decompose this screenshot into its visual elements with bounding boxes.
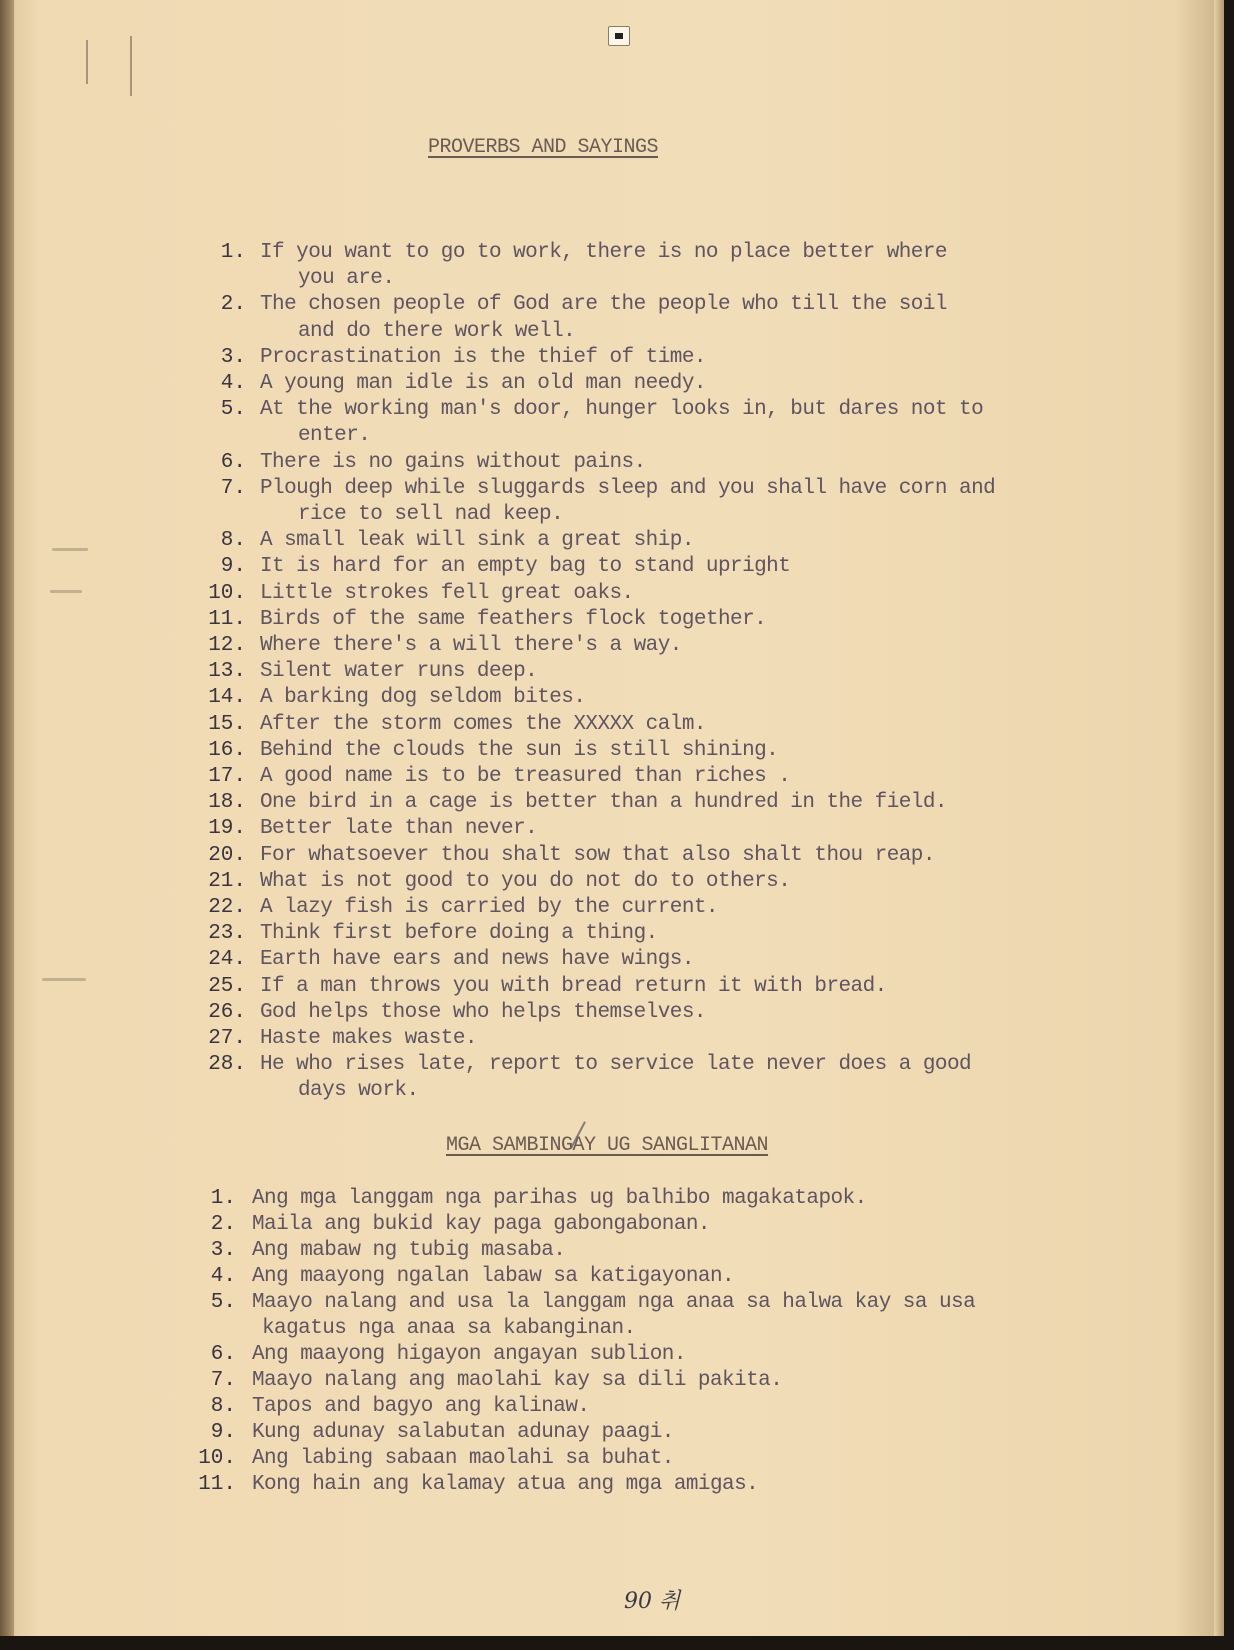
item-number: 1. xyxy=(210,1187,236,1210)
item-number: 5. xyxy=(210,1291,236,1314)
item-number: 8. xyxy=(220,529,246,553)
item-text: Kong hain ang kalamay atua ang mga amigas. xyxy=(252,1473,759,1496)
item-text: A barking dog seldom bites. xyxy=(260,686,586,710)
item-number: 23. xyxy=(208,922,246,946)
item-number: 20. xyxy=(208,843,246,867)
item-text: If you want to go to work, there is no place better where xyxy=(260,241,947,264)
item-text: The chosen people of God are the people who till the soil xyxy=(260,293,947,317)
item-text: What is not good to you do not do to others. xyxy=(260,869,791,893)
item-continuation: rice to sell nad keep. xyxy=(298,503,564,526)
item-number: 18. xyxy=(208,791,246,815)
proverbs-heading: PROVERBS AND SAYINGS xyxy=(428,136,659,159)
binding-mark xyxy=(130,36,132,96)
item-number: 4. xyxy=(210,1265,236,1288)
item-text: Haste makes waste. xyxy=(260,1027,477,1050)
item-number: 10. xyxy=(208,581,246,605)
item-number: 4. xyxy=(220,372,246,395)
item-number: 14. xyxy=(208,686,246,710)
item-text: Ang labing sabaan maolahi sa buhat. xyxy=(252,1447,674,1470)
item-text: Ang mga langgam nga parihas ug balhibo magakatapok. xyxy=(252,1187,867,1210)
item-number: 2. xyxy=(220,293,246,317)
item-number: 8. xyxy=(210,1395,236,1418)
item-number: 26. xyxy=(208,1000,246,1024)
item-number: 19. xyxy=(208,817,246,841)
page-tag-icon xyxy=(608,26,630,46)
item-text: A small leak will sink a great ship. xyxy=(260,529,694,553)
sanglitanan-heading: MGA SAMBINGAY UG SANGLITANAN xyxy=(446,1134,769,1157)
item-number: 6. xyxy=(210,1343,236,1366)
item-number: 21. xyxy=(208,869,246,893)
item-number: 3. xyxy=(210,1239,236,1262)
item-text: Behind the clouds the sun is still shining. xyxy=(260,738,779,762)
item-continuation: and do there work well. xyxy=(298,319,576,343)
item-text: After the storm comes the XXXXX calm. xyxy=(260,712,706,736)
item-number: 6. xyxy=(220,450,246,474)
item-number: 15. xyxy=(208,712,246,736)
item-text: A good name is to be treasured than riches . xyxy=(260,765,791,788)
item-number: 13. xyxy=(208,660,246,684)
item-text: Birds of the same feathers flock together. xyxy=(260,607,767,631)
item-text: Procrastination is the thief of time. xyxy=(260,345,706,369)
item-text: If a man throws you with bread return it with bread. xyxy=(260,974,887,998)
item-text: He who rises late, report to service late never does a good xyxy=(260,1053,972,1077)
item-number: 25. xyxy=(208,974,246,998)
item-text: Ang mabaw ng tubig masaba. xyxy=(252,1239,566,1262)
item-number: 7. xyxy=(220,476,246,500)
item-number: 24. xyxy=(208,948,246,972)
item-number: 28. xyxy=(208,1053,246,1077)
item-text: Maila ang bukid kay paga gabongabonan. xyxy=(252,1213,710,1236)
item-text: God helps those who helps themselves. xyxy=(260,1000,706,1024)
item-number: 9. xyxy=(220,555,246,579)
item-text: It is hard for an empty bag to stand upright xyxy=(260,555,791,579)
item-number: 5. xyxy=(220,398,246,422)
item-continuation: days work. xyxy=(298,1079,419,1103)
item-number: 12. xyxy=(208,634,246,657)
smudge-mark xyxy=(52,548,88,551)
smudge-mark xyxy=(50,590,82,593)
page-binding xyxy=(0,0,14,1636)
item-text: A young man idle is an old man needy. xyxy=(260,372,706,395)
item-number: 9. xyxy=(210,1421,236,1444)
item-number: 17. xyxy=(208,765,246,788)
page-number: 90 취 xyxy=(624,1589,681,1614)
item-text: For whatsoever thou shalt sow that also shalt thou reap. xyxy=(260,843,935,867)
item-text: Plough deep while sluggards sleep and you shall have corn and xyxy=(260,476,996,500)
item-text: One bird in a cage is better than a hundred in the field. xyxy=(260,791,947,815)
item-text: Ang maayong ngalan labaw sa katigayonan. xyxy=(252,1265,735,1288)
item-number: 11. xyxy=(208,607,246,631)
item-continuation: kagatus nga anaa sa kabanginan. xyxy=(262,1317,636,1340)
item-number: 27. xyxy=(208,1027,246,1050)
item-text: There is no gains without pains. xyxy=(260,450,646,474)
item-text: Think first before doing a thing. xyxy=(260,922,658,946)
item-text: Ang maayong higayon angayan sublion. xyxy=(252,1343,686,1366)
item-text: Silent water runs deep. xyxy=(260,660,538,684)
item-number: 3. xyxy=(220,345,246,369)
item-text: Better late than never. xyxy=(260,817,538,841)
item-text: Earth have ears and news have wings. xyxy=(260,948,694,972)
item-number: 22. xyxy=(208,896,246,919)
smudge-mark xyxy=(42,978,86,981)
item-continuation: enter. xyxy=(298,424,371,448)
item-text: At the working man's door, hunger looks in, but dares not to xyxy=(260,398,984,422)
item-number: 11. xyxy=(198,1473,236,1496)
item-number: 16. xyxy=(208,738,246,762)
page-edge xyxy=(1214,0,1224,1636)
item-text: Maayo nalang and usa la langgam nga anaa sa halwa kay sa usa xyxy=(252,1291,976,1314)
item-text: Little strokes fell great oaks. xyxy=(260,581,634,605)
item-number: 7. xyxy=(210,1369,236,1392)
item-text: Maayo nalang ang maolahi kay sa dili pakita. xyxy=(252,1369,783,1392)
item-text: Tapos and bagyo ang kalinaw. xyxy=(252,1395,590,1418)
binding-mark xyxy=(86,40,88,84)
item-number: 2. xyxy=(210,1213,236,1236)
item-continuation: you are. xyxy=(298,267,395,291)
item-text: Kung adunay salabutan adunay paagi. xyxy=(252,1421,674,1444)
item-number: 10. xyxy=(198,1447,236,1470)
item-number: 1. xyxy=(220,241,246,264)
item-text: Where there's a will there's a way. xyxy=(260,634,682,657)
item-text: A lazy fish is carried by the current. xyxy=(260,896,718,919)
